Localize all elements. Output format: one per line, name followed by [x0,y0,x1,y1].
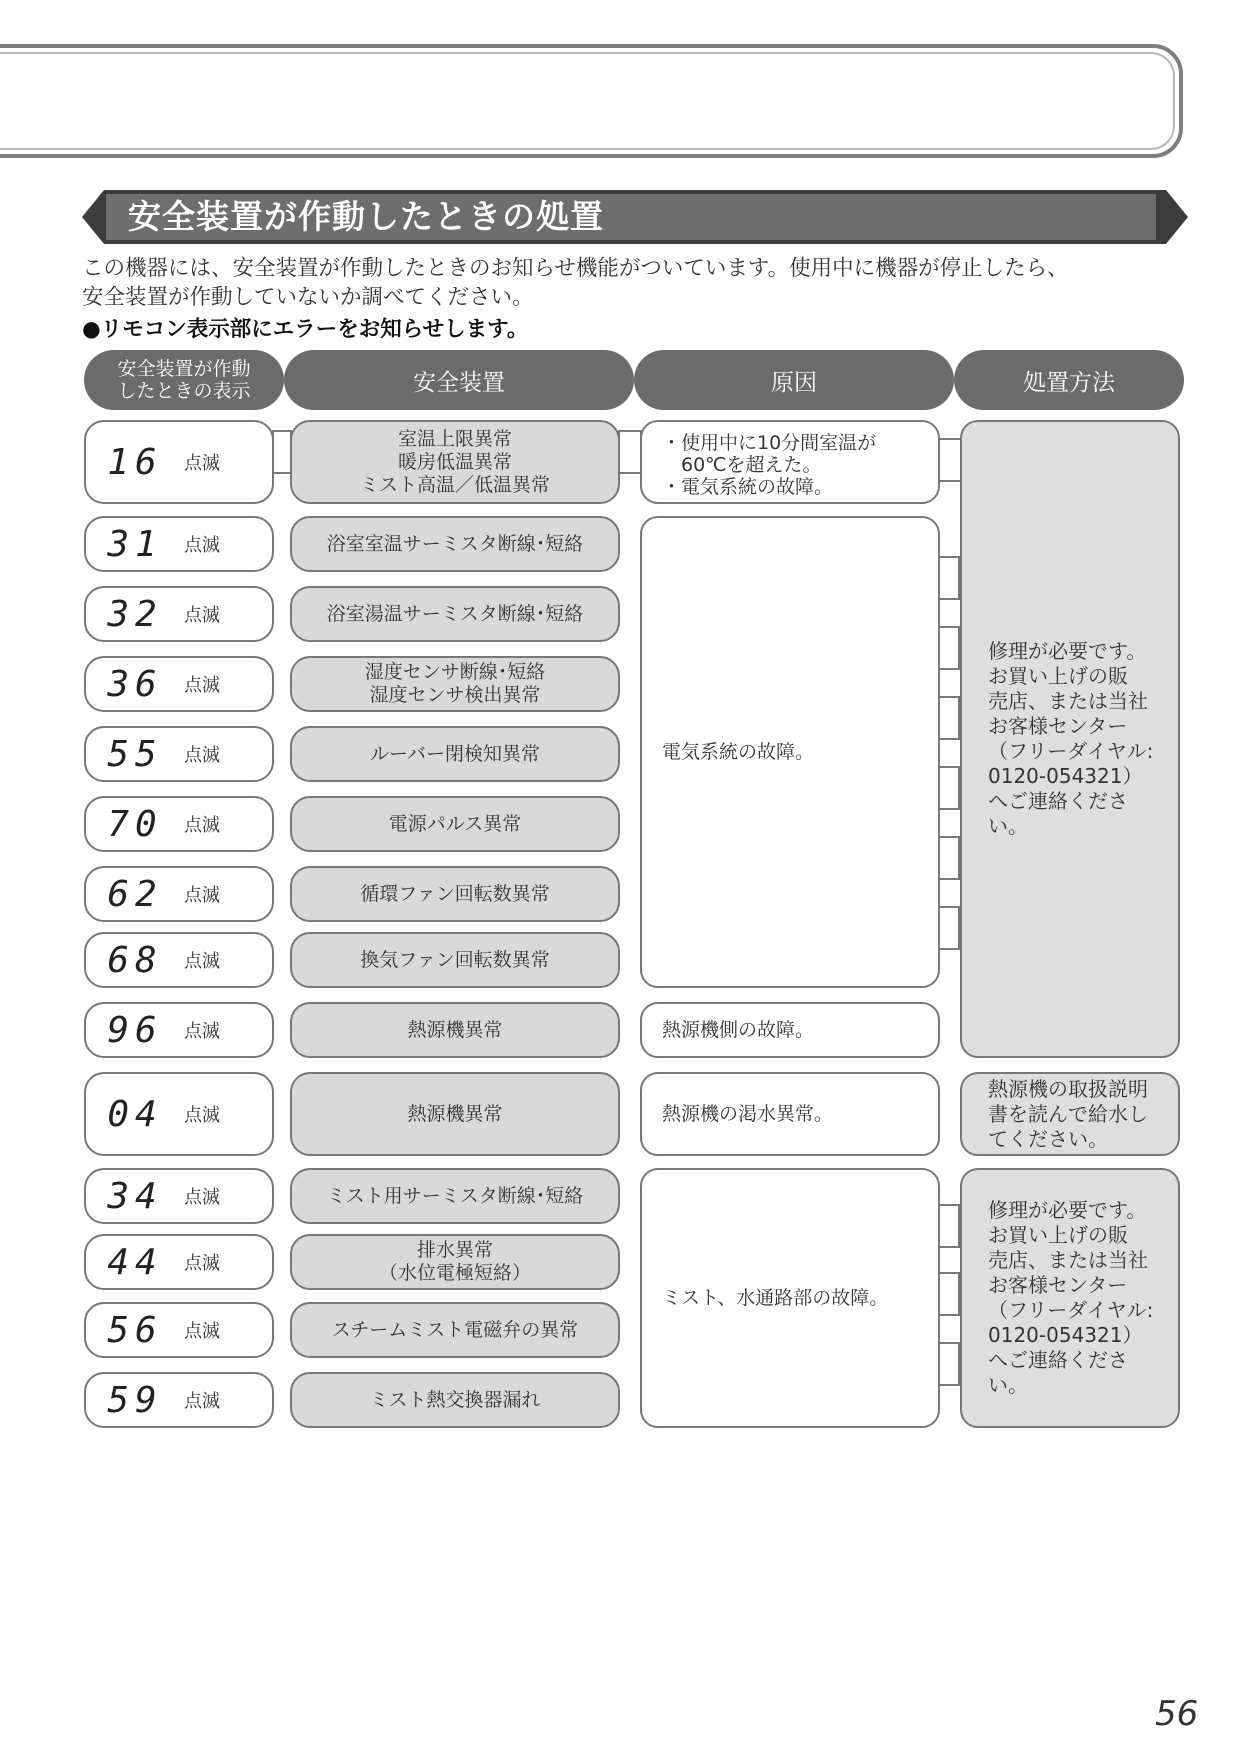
remedy-box: 熱源機の取扱説明 書を読んで給水し てください。 [960,1072,1180,1156]
blink-label: 点滅 [184,1253,220,1274]
device-box: 電源パルス異常 [290,796,620,852]
blink-label: 点滅 [184,453,220,474]
device-box: 湿度センサ断線･短絡 湿度センサ検出異常 [290,656,620,712]
error-code: 04 [107,1093,163,1135]
remedy-box: 修理が必要です。 お買い上げの販 売店、または当社 お客様センター （フリーダイヤル: 0120-054321） へご連絡ください。 [960,420,1180,1058]
connector [272,430,292,474]
connector [938,696,960,740]
device-box: 浴室室温サーミスタ断線･短絡 [290,516,620,572]
display-box [84,1234,274,1290]
blink-label: 点滅 [184,885,220,906]
cause-box: 熱源機側の故障。 [640,1002,940,1058]
error-code: 70 [107,803,163,845]
header-cause: 原因 [634,350,954,410]
cause-box: 熱源機の渇水異常。 [640,1072,940,1156]
display-box [84,516,274,572]
display-box [84,726,274,782]
error-code: 44 [107,1241,163,1283]
blink-label: 点滅 [184,951,220,972]
cause-box: ミスト、水通路部の故障。 [640,1168,940,1428]
device-box: 熱源機異常 [290,1002,620,1058]
blink-label: 点滅 [184,535,220,556]
error-code: 56 [107,1309,163,1351]
device-box: 循環ファン回転数異常 [290,866,620,922]
display-box [84,1372,274,1428]
error-code: 68 [107,939,163,981]
blink-label: 点滅 [184,605,220,626]
note-text: ●リモコン表示部にエラーをお知らせします。 [82,317,529,342]
connector [938,556,960,600]
connector [938,1342,960,1386]
device-box: ミスト熱交換器漏れ [290,1372,620,1428]
display-box [84,1002,274,1058]
connector [938,906,960,950]
blink-label: 点滅 [184,675,220,696]
connector [618,430,642,474]
blink-label: 点滅 [184,745,220,766]
blink-label: 点滅 [184,815,220,836]
blink-label: 点滅 [184,1321,220,1342]
device-box: 熱源機異常 [290,1072,620,1156]
device-box: スチームミスト電磁弁の異常 [290,1302,620,1358]
error-code: 16 [107,441,163,483]
device-box: 浴室湯温サーミスタ断線･短絡 [290,586,620,642]
remedy-box: 修理が必要です。 お買い上げの販 売店、または当社 お客様センター （フリーダイヤル: 0120-054321） へご連絡ください。 [960,1168,1180,1428]
error-code: 59 [107,1379,163,1421]
display-box [84,1302,274,1358]
connector [938,626,960,670]
section-title: 安全装置が作動したときの処置 [106,194,1156,240]
error-code: 96 [107,1009,163,1051]
intro-text: この機器には、安全装置が作動したときのお知らせ機能がついています。使用中に機器が停止したら、 安全装置が作動していないか調べてください。 [82,256,1069,310]
error-code: 62 [107,873,163,915]
display-box [84,796,274,852]
display-box [84,586,274,642]
connector [938,438,962,482]
top-banner [0,44,1183,158]
connector [938,1204,960,1248]
display-box [84,866,274,922]
error-code: 36 [107,663,163,705]
connector [938,836,960,880]
blink-label: 点滅 [184,1021,220,1042]
device-box: 室温上限異常 暖房低温異常 ミスト高温／低温異常 [290,420,620,504]
page-number: 56 [1155,1694,1199,1734]
error-code: 34 [107,1175,163,1217]
connector [938,1272,960,1316]
header-device: 安全装置 [284,350,634,410]
cause-box: ・使用中に10分間室温が 60℃を超えた。 ・電気系統の故障。 [640,420,940,504]
connector [938,766,960,810]
error-code: 31 [107,523,163,565]
error-code: 32 [107,593,163,635]
device-box: ミスト用サーミスタ断線･短絡 [290,1168,620,1224]
display-box [84,1168,274,1224]
device-box: 換気ファン回転数異常 [290,932,620,988]
blink-label: 点滅 [184,1391,220,1412]
header-display: 安全装置が作動 したときの表示 [84,350,284,410]
blink-label: 点滅 [184,1105,220,1126]
blink-label: 点滅 [184,1187,220,1208]
header-remedy: 処置方法 [954,350,1184,410]
display-box [84,932,274,988]
display-box [84,656,274,712]
cause-box: 電気系統の故障。 [640,516,940,988]
device-box: ルーバー閉検知異常 [290,726,620,782]
display-box [84,420,274,504]
device-box: 排水異常 （水位電極短絡） [290,1234,620,1290]
display-box [84,1072,274,1156]
error-code: 55 [107,733,163,775]
